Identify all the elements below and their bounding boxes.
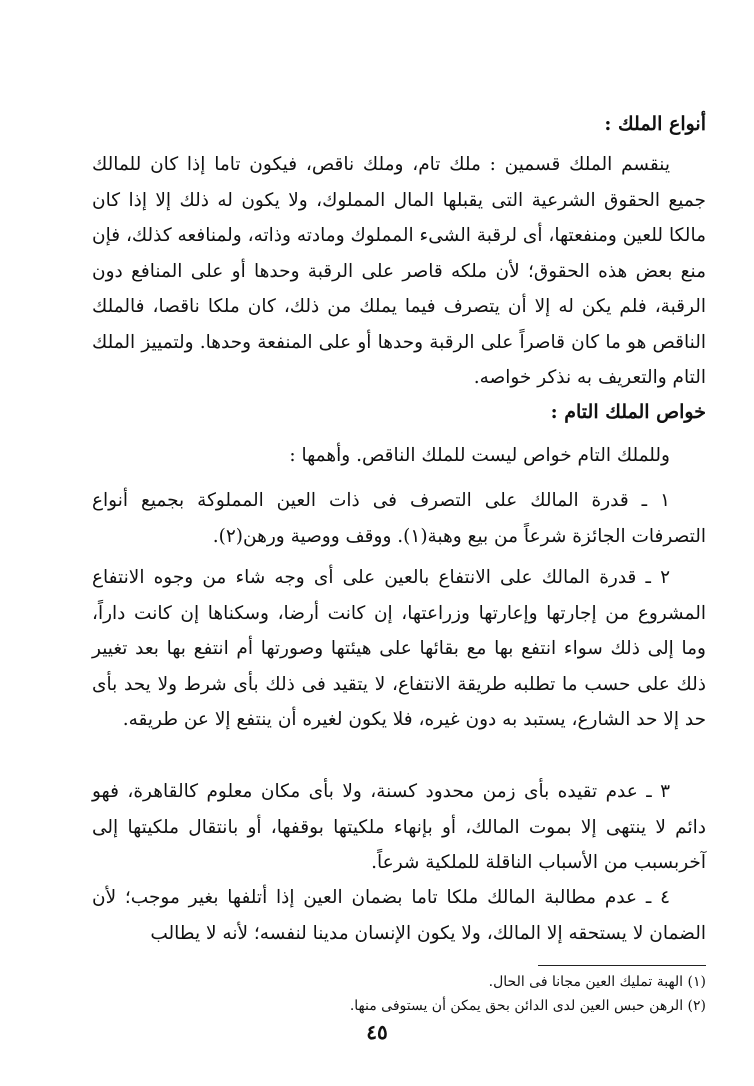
list-item-text: ٢ ـ قدرة المالك على الانتفاع بالعين على أى وجه شاء من وجوه الانتفاع المشروع من إجارتها وإعارتها وزراعتها، إن كانت أرضا، وسكناها إن كانت داراً، وما إلى ذلك سواء انتفع بها مع بقائها على هيئتها وصورتها أم انتفع بها بعد تغيير ذلك على حسب ما تطلبه طريقة الانتفاع، لا يتقيد فى ذلك بأى شرط ولا يحد بأى حد إلا حد الشارع، يستبد به دون غيره، فلا يكون لغيره أن ينتفع إلا عن طريقه.	[92, 567, 706, 730]
footnote-divider	[538, 965, 706, 966]
list-item-2	[92, 560, 706, 738]
section-heading-types-of-ownership: أنواع الملك :	[604, 113, 706, 135]
list-item-4	[92, 880, 706, 951]
section-heading-full-ownership-properties: خواص الملك التام :	[550, 401, 706, 423]
list-item-text: ٤ ـ عدم مطالبة المالك ملكا تاما بضمان العين إذا أتلفها بغير موجب؛ لأن الضمان لا يستحقه إلا المالك، ولا يكون الإنسان مدينا لنفسه؛ لأنه لا يطالب	[92, 887, 706, 944]
list-item-3	[92, 774, 706, 881]
paragraph-ownership-types: ينقسم الملك قسمين : ملك تام، وملك ناقص، فيكون تاما إذا كان للمالك جميع الحقوق الشرعية التى يقبلها المال المملوك، ولا يكون له ذلك إلا إذا كان مالكا للعين ومنفعتها، أى لرقبة الشىء المملوك ومادته وذاته، ولمنافعه كذلك، فإن منع بعض هذه الحقوق؛ لأن ملكه قاصر على الرقبة وحدها أو على المنافع دون الرقبة، فلم يكن له إلا أن يتصرف فيما يملك من ذلك، كان ملكا ناقصا، فالملك الناقص هو ما كان قاصراً على الرقبة وحدها أو على المنفعة وحدها. ولتمييز الملك التام والتعريف به نذكر خواصه.	[92, 154, 706, 388]
section2-intro	[92, 438, 706, 474]
section1-body	[92, 147, 706, 396]
page-number: ٤٥	[366, 1020, 388, 1044]
list-item-text: ٣ ـ عدم تقيده بأى زمن محدود كسنة، ولا بأى مكان معلوم كالقاهرة، فهو دائم لا ينتهى إلا بموت المالك، أو بإنهاء ملكيتها بوقفها، أو بانتقال ملكيتها إلى آخربسبب من الأسباب الناقلة للملكية شرعاً.	[92, 781, 706, 873]
list-item-1	[92, 483, 706, 554]
footnote-1: (١) الهبة تمليك العين مجانا فى الحال.	[488, 974, 706, 990]
paragraph-intro: وللملك التام خواص ليست للملك الناقص. وأهمها :	[289, 445, 670, 466]
list-item-text: ١ ـ قدرة المالك على التصرف فى ذات العين المملوكة بجميع أنواع التصرفات الجائزة شرعاً من بيع وهبة(١). ووقف ووصية ورهن(٢).	[92, 490, 706, 547]
footnote-2: (٢) الرهن حبس العين لدى الدائن بحق يمكن أن يستوفى منها.	[349, 998, 706, 1014]
